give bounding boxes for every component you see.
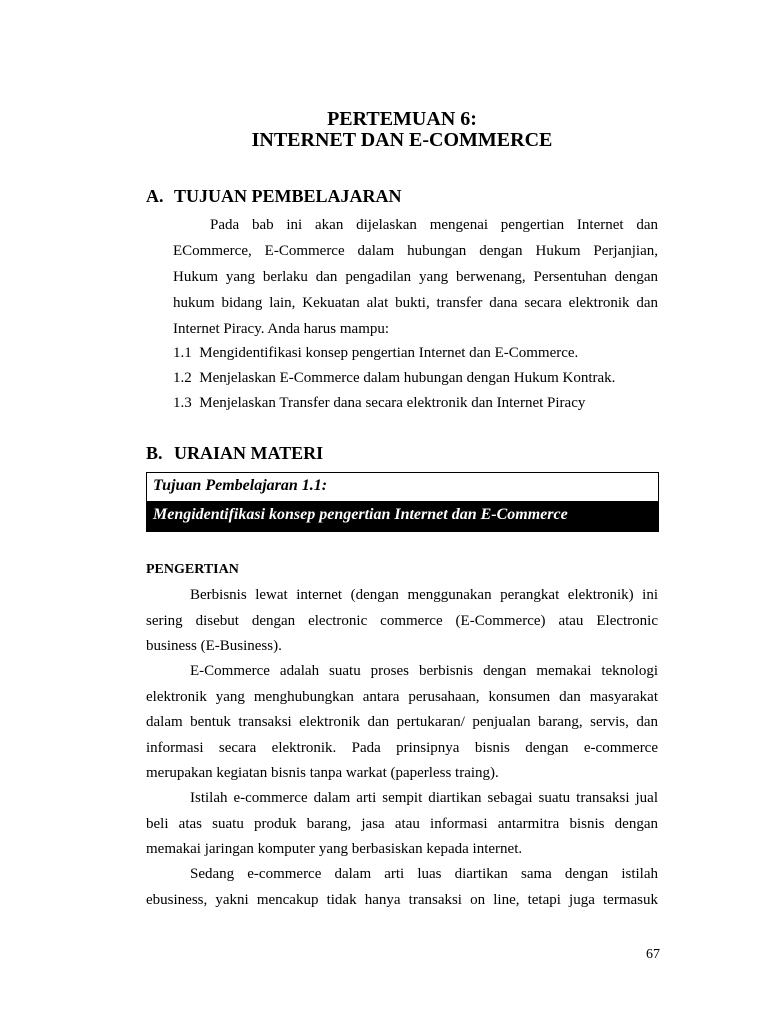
section-a-paragraph-line: ECommerce, E-Commerce dalam hubungan dengan Hukum Perjanjian, xyxy=(173,243,658,259)
page-title-line-2: INTERNET DAN E-COMMERCE xyxy=(251,129,553,151)
pengertian-heading: PENGERTIAN xyxy=(146,562,239,577)
pengertian-paragraph-line: merupakan kegiatan bisnis tanpa warkat (paperless traing). xyxy=(146,765,499,781)
section-a-number: A. xyxy=(146,186,164,206)
pengertian-paragraph-line: informasi secara elektronik. Pada prinsipnya bisnis dengan e-commerce xyxy=(146,740,658,756)
section-a-paragraph-line: Internet Piracy. Anda harus mampu: xyxy=(173,321,390,337)
objective-text: Mengidentifikasi konsep pengertian Internet dan E-Commerce. xyxy=(199,345,579,361)
objective-number: 1.1 xyxy=(173,345,192,361)
objective-text: Menjelaskan Transfer dana secara elektronik dan Internet Piracy xyxy=(199,395,586,411)
section-b-title: URAIAN MATERI xyxy=(174,443,324,463)
page-number: 67 xyxy=(646,947,660,962)
section-a-paragraph-line: Hukum yang berlaku dan pengadilan yang berwenang, Persentuhan dengan xyxy=(173,269,658,285)
pengertian-paragraph-line: dalam bentuk transaksi elektronik dan pertukaran/ penjualan barang, servis, dan xyxy=(146,714,658,730)
objective-number: 1.3 xyxy=(173,395,192,411)
objective-item xyxy=(173,394,585,412)
section-b-number: B. xyxy=(146,443,163,463)
objective-number: 1.2 xyxy=(173,370,192,386)
learning-objective-box-title: Tujuan Pembelajaran 1.1: xyxy=(147,473,658,502)
pengertian-paragraph-line: sering disebut dengan electronic commerce (E-Commerce) atau Electronic xyxy=(146,613,658,629)
pengertian-paragraph-line: elektronik yang menghubungkan antara perusahaan, konsumen dan masyarakat xyxy=(146,689,658,705)
pengertian-paragraph-line: ebusiness, yakni mencakup tidak hanya transaksi on line, tetapi juga termasuk xyxy=(146,892,658,908)
section-a-heading xyxy=(146,185,402,207)
section-a-paragraph-line: Pada bab ini akan dijelaskan mengenai pengertian Internet dan xyxy=(210,217,658,233)
pengertian-paragraph-line: E-Commerce adalah suatu proses berbisnis dengan memakai teknologi xyxy=(190,663,658,679)
objective-text: Menjelaskan E-Commerce dalam hubungan dengan Hukum Kontrak. xyxy=(199,370,616,386)
objective-item xyxy=(173,344,578,362)
pengertian-paragraph-line: Istilah e-commerce dalam arti sempit diartikan sebagai suatu transaksi jual xyxy=(190,790,658,806)
pengertian-paragraph-line: Sedang e-commerce dalam arti luas diartikan sama dengan istilah xyxy=(190,866,658,882)
pengertian-paragraph-line: beli atas suatu produk barang, jasa atau informasi antarmitra bisnis dengan xyxy=(146,816,658,832)
pengertian-paragraph-line: business (E-Business). xyxy=(146,638,282,654)
page-title-line-1: PERTEMUAN 6: xyxy=(327,108,477,130)
objective-item xyxy=(173,369,615,387)
section-a-title: TUJUAN PEMBELAJARAN xyxy=(174,186,402,206)
learning-objective-box xyxy=(146,472,659,532)
section-a-paragraph-line: hukum bidang lain, Kekuatan alat bukti, transfer dana secara elektronik dan xyxy=(173,295,658,311)
pengertian-paragraph-line: memakai jaringan komputer yang berbasiskan kepada internet. xyxy=(146,841,523,857)
section-b-heading xyxy=(146,442,323,464)
learning-objective-box-subtitle: Mengidentifikasi konsep pengertian Internet dan E-Commerce xyxy=(147,502,658,531)
pengertian-paragraph-line: Berbisnis lewat internet (dengan menggunakan perangkat elektronik) ini xyxy=(190,587,658,603)
